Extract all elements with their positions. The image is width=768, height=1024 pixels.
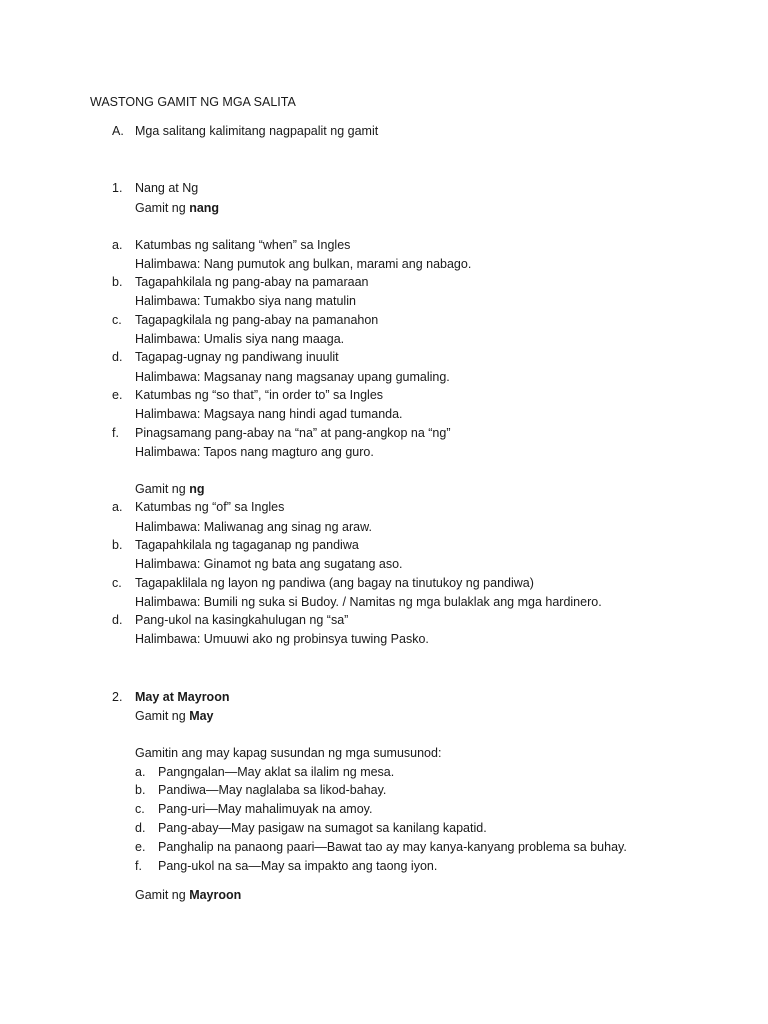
item-1-heading: Nang at Ng (135, 181, 199, 195)
gamit-may-heading: Gamit ng May (135, 709, 214, 723)
gamit-mayroon-heading: Gamit ng Mayroon (135, 888, 242, 902)
item-2-marker: 2. (112, 690, 123, 704)
may-intro: Gamitin ang may kapag susundan ng mga sumusunod: (135, 746, 442, 760)
item-2-heading: May at Mayroon (135, 690, 230, 704)
document-title: WASTONG GAMIT NG MGA SALITA (90, 95, 296, 109)
gamit-ng-heading: Gamit ng ng (135, 482, 205, 496)
document-page: WASTONG GAMIT NG MGA SALITA A. Mga salitang kalimitang nagpapalit ng gamit 1. Nang at Ng Gamit ng nang a. Katumbas ng salitang “when” sa Ingles Halimbawa: Nang pumutok ang bulkan, marami ang nabago. b. Tagapahkilala ng pang-abay na pamaraan Halimbawa: Tumakbo siya nang matulin c. Tagapagkilala ng pang-abay na pamanahon Halimbawa: Umalis siya nang maaga. d. Tagapag-ugnay ng pandiwang inuulit Halimbawa: Magsanay nang magsanay upang gumaling. e. Katumbas ng “so that”, “in order to” sa Ingles Halimbawa: Magsaya nang hindi agad tumanda. f. Pinagsamang pang-abay na “na” at pang-angkop na “ng” Halimbawa: Tapos nang magturo ang guro. Gamit ng ng a. Katumbas ng “of” sa Ingles Halimbawa: Maliwanag ang sinag ng araw. b. Tagapahkilala ng tagaganap ng pandiwa Halimbawa: Ginamot ng bata ang sugatang aso. c. Tagapaklilala ng layon ng pandiwa (ang bagay na tinutukoy ng pandiwa) Halimbawa: Bumili ng suka si Budoy. / Namitas ng mga bulaklak ang mga hardinero. d. Pang-ukol na kasingkahulugan ng “sa” Halimbawa: Umuuwi ako ng probinsya tuwing Pasko. 2. May at Mayroon Gamit ng May Gamitin ang may kapag susundan ng mga sumusunod: a. Pangngalan—May aklat sa ilalim ng mesa. b. Pandiwa—May naglalaba sa likod-bahay. c. Pang-uri—May mahalimuyak na amoy. d. Pang-abay—May pasigaw na sumagot sa kanilang kapatid. e. Panghalip na panaong paari—Bawat tao ay may kanya-kanyang problema sa buhay. f. Pang-ukol na sa—May sa impakto ang taong iyon. Gamit ng Mayroon (90, 95, 627, 902)
gamit-nang-heading: Gamit ng nang (135, 201, 220, 215)
section-a-text: Mga salitang kalimitang nagpapalit ng gamit (135, 124, 379, 138)
section-a-marker: A. (112, 124, 124, 138)
item-1-marker: 1. (112, 181, 123, 195)
